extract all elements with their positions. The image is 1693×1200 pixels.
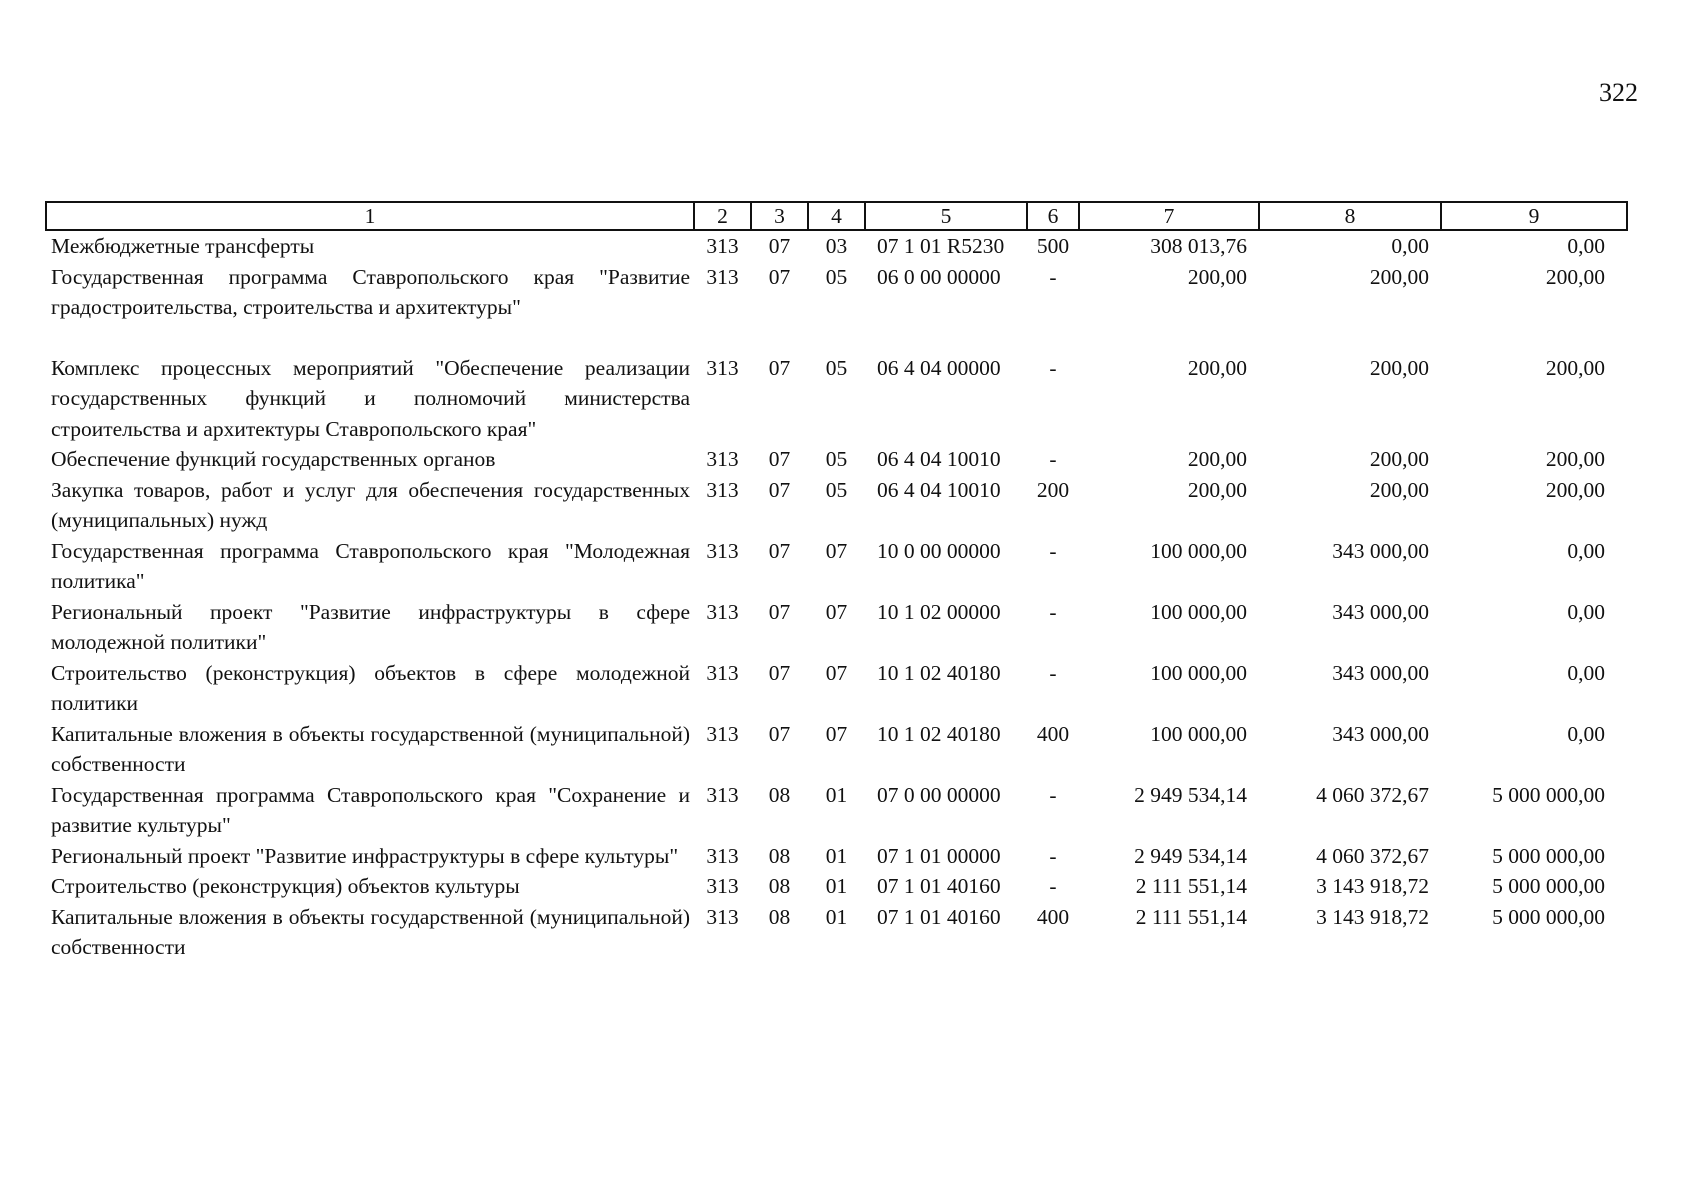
col-8-value: 3 143 918,72 [1316,874,1429,898]
col-7-value: 308 013,76 [1150,234,1247,258]
col-3-value: 08 [768,874,791,898]
col-3-value: 07 [768,477,791,502]
col-4-value: 01 [825,843,848,868]
col-9-value: 5 000 000,00 [1492,843,1605,868]
col-9-value: 5 000 000,00 [1492,904,1605,929]
col-9-value: 0,00 [1567,660,1605,685]
table-row [46,871,1627,902]
row-label: Обеспечение функций государственных органов [51,447,496,471]
col-2-value: 313 [706,874,739,898]
col-7-value: 100 000,00 [1150,538,1247,563]
row-label: Комплекс процессных мероприятий "Обеспечение реализации государственных функций и полномочий министерства строительства и архитектуры Ставропольского края" [51,355,690,441]
col-4-value: 01 [825,874,848,898]
table-row [46,262,1627,353]
col-8-value: 4 060 372,67 [1316,782,1429,807]
col-9-value: 200,00 [1545,477,1605,502]
header-cell-6: 6 [1027,202,1079,230]
col-3-value: 07 [768,599,791,624]
col-7-value: 200,00 [1187,355,1247,380]
col-2-value: 313 [706,782,739,807]
col-9-value: 200,00 [1545,355,1605,380]
col-5-value: 10 0 00 00000 [877,538,1001,563]
table-row [46,841,1627,872]
col-9-value: 5 000 000,00 [1492,782,1605,807]
col-7-value: 2 949 534,14 [1134,782,1247,807]
col-6-value: - [1049,782,1057,807]
col-5-value: 10 1 02 00000 [877,599,1001,624]
col-4-value: 07 [825,660,848,685]
col-2-value: 313 [706,477,739,502]
col-7-value: 2 111 551,14 [1135,874,1247,898]
col-4-value: 05 [825,477,848,502]
row-label: Региональный проект "Развитие инфраструктуры в сфере молодежной политики" [51,599,690,654]
table-row [46,719,1627,780]
col-4-value: 07 [825,538,848,563]
col-8-value: 343 000,00 [1332,721,1429,746]
col-6-value: - [1049,599,1057,624]
header-cell-3: 3 [751,202,808,230]
col-2-value: 313 [706,234,739,258]
col-9-value: 0,00 [1567,599,1605,624]
row-label: Региональный проект "Развитие инфраструктуры в сфере культуры" [51,843,679,868]
col-7-value: 2 949 534,14 [1134,843,1247,868]
col-8-value: 4 060 372,67 [1316,843,1429,868]
col-4-value: 07 [825,599,848,624]
col-9-value: 0,00 [1567,721,1605,746]
row-label: Строительство (реконструкция) объектов в сфере молодежной политики [51,660,690,715]
col-2-value: 313 [706,538,739,563]
row-label: Государственная программа Ставропольского края "Молодежная политика" [51,538,690,593]
col-8-value: 200,00 [1369,477,1429,502]
header-cell-2: 2 [694,202,751,230]
col-4-value: 01 [825,904,848,929]
col-9-value: 0,00 [1567,234,1605,258]
col-8-value: 200,00 [1369,355,1429,380]
col-7-value: 200,00 [1187,264,1247,289]
col-2-value: 313 [706,447,739,471]
table-row [46,230,1627,262]
table-row [46,353,1627,445]
col-5-value: 07 1 01 00000 [877,843,1001,868]
col-4-value: 05 [825,355,848,380]
col-5-value: 07 1 01 40160 [877,904,1001,929]
header-cell-4: 4 [808,202,865,230]
col-6-value: - [1049,660,1057,685]
col-2-value: 313 [706,721,739,746]
page-number: 322 [1599,78,1638,107]
header-cell-1: 1 [46,202,694,230]
col-7-value: 200,00 [1187,477,1247,502]
table-row [46,444,1627,475]
col-8-value: 343 000,00 [1332,599,1429,624]
col-3-value: 08 [768,904,791,929]
col-7-value: 100 000,00 [1150,721,1247,746]
col-2-value: 313 [706,843,739,868]
table-row [46,902,1627,963]
header-cell-8: 8 [1259,202,1441,230]
header-cell-5: 5 [865,202,1027,230]
col-3-value: 07 [768,538,791,563]
col-5-value: 10 1 02 40180 [877,721,1001,746]
col-5-value: 10 1 02 40180 [877,660,1001,685]
col-6-value: 400 [1036,904,1070,929]
col-2-value: 313 [706,904,739,929]
header-cell-7: 7 [1079,202,1259,230]
row-label: Государственная программа Ставропольского края "Развитие градостроительства, строительства и архитектуры" [51,264,690,319]
row-label: Капитальные вложения в объекты государственной (муниципальной) собственности [51,904,690,959]
col-3-value: 08 [768,843,791,868]
row-label: Межбюджетные трансферты [51,234,315,258]
table-row [46,597,1627,658]
col-3-value: 07 [768,355,791,380]
col-3-value: 08 [768,782,791,807]
col-9-value: 200,00 [1545,447,1605,471]
row-label: Закупка товаров, работ и услуг для обеспечения государственных (муниципальных) нужд [51,477,690,532]
col-4-value: 05 [825,264,848,289]
budget-table [45,201,1628,963]
col-4-value: 01 [825,782,848,807]
col-4-value: 05 [825,447,848,471]
col-3-value: 07 [768,660,791,685]
col-2-value: 313 [706,660,739,685]
col-5-value: 06 4 04 10010 [877,447,1001,471]
col-5-value: 07 1 01 40160 [877,874,1001,898]
col-6-value: - [1049,538,1057,563]
col-6-value: - [1049,843,1057,868]
col-6-value: - [1049,447,1057,471]
col-5-value: 06 4 04 10010 [877,477,1001,502]
col-3-value: 07 [768,264,791,289]
col-8-value: 343 000,00 [1332,660,1429,685]
col-8-value: 0,00 [1391,234,1429,258]
col-4-value: 03 [825,234,848,258]
row-label: Государственная программа Ставропольского края "Сохранение и развитие культуры" [51,782,690,837]
table-row [46,536,1627,597]
table-body [46,230,1627,963]
col-2-value: 313 [706,599,739,624]
col-5-value: 07 0 00 00000 [877,782,1001,807]
row-label: Строительство (реконструкция) объектов культуры [51,874,520,898]
col-7-value: 2 111 551,14 [1135,904,1247,929]
col-6-value: 500 [1036,234,1070,258]
header-cell-9: 9 [1441,202,1627,230]
col-9-value: 0,00 [1567,538,1605,563]
table-row [46,780,1627,841]
col-9-value: 200,00 [1545,264,1605,289]
col-6-value: 400 [1036,721,1070,746]
col-3-value: 07 [768,234,791,258]
col-8-value: 343 000,00 [1332,538,1429,563]
col-3-value: 07 [768,721,791,746]
col-5-value: 07 1 01 R5230 [877,234,1005,258]
col-6-value: - [1049,355,1057,380]
col-2-value: 313 [706,264,739,289]
col-6-value: 200 [1036,477,1070,502]
col-2-value: 313 [706,355,739,380]
col-7-value: 100 000,00 [1150,660,1247,685]
col-5-value: 06 0 00 00000 [877,264,1001,289]
col-6-value: - [1049,874,1057,898]
col-3-value: 07 [768,447,791,471]
table-row [46,658,1627,719]
table-header [46,202,1627,230]
col-5-value: 06 4 04 00000 [877,355,1001,380]
col-8-value: 200,00 [1369,447,1429,471]
col-8-value: 3 143 918,72 [1316,904,1429,929]
row-label: Капитальные вложения в объекты государственной (муниципальной) собственности [51,721,690,776]
col-6-value: - [1049,264,1057,289]
col-8-value: 200,00 [1369,264,1429,289]
col-7-value: 200,00 [1187,447,1247,471]
col-7-value: 100 000,00 [1150,599,1247,624]
col-9-value: 5 000 000,00 [1492,874,1605,898]
table-row [46,475,1627,536]
col-4-value: 07 [825,721,848,746]
